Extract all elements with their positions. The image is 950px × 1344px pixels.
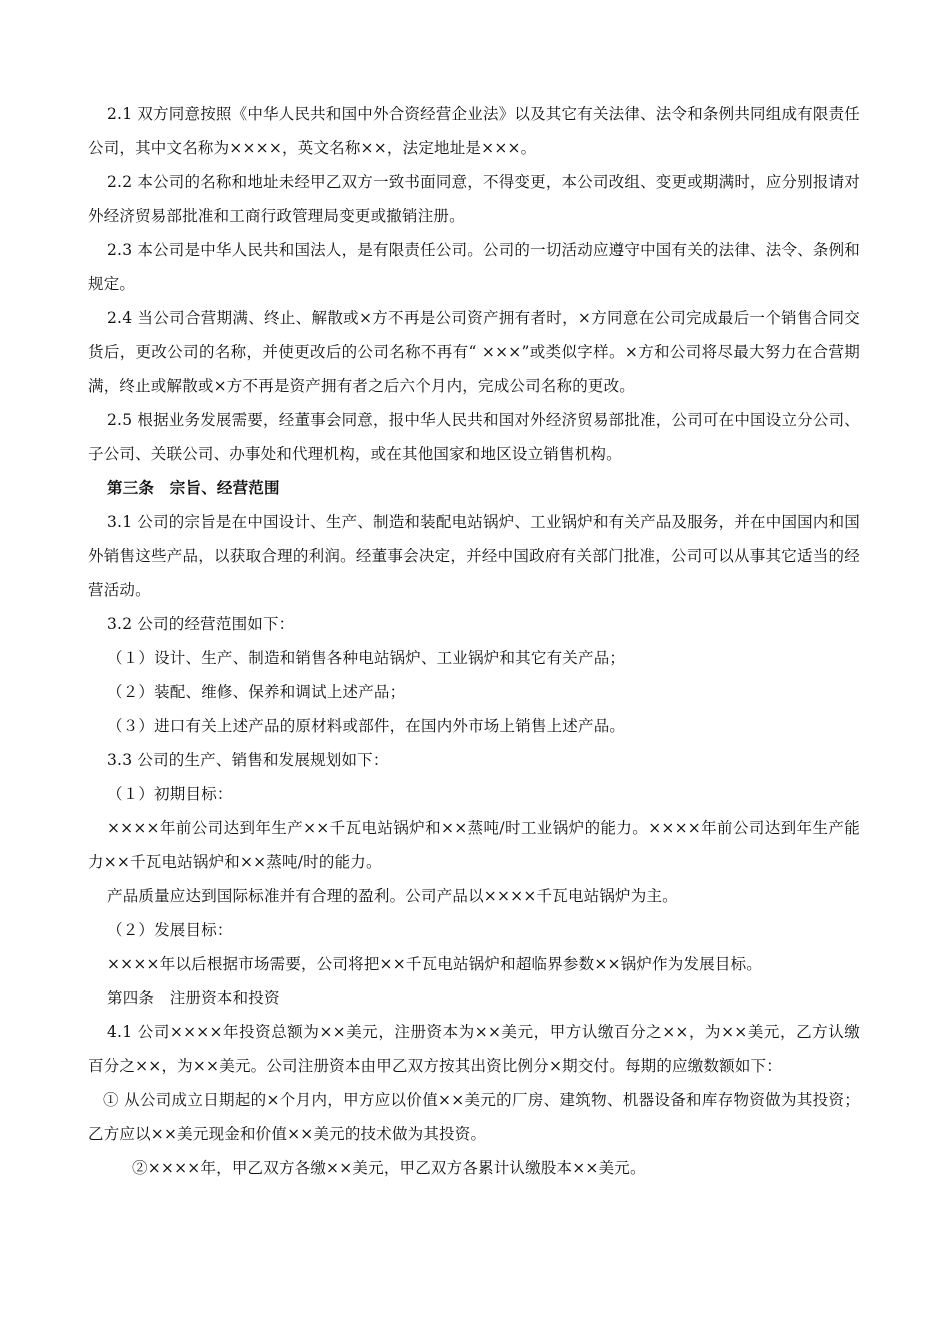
plan-initial-text-1: ××××年前公司达到年生产××千瓦电站锅炉和××蒸吨/时工业锅炉的能力。××××年前公司达到年生产能力××千瓦电站锅炉和××蒸吨/时的能力。 — [88, 819, 860, 871]
document-body — [88, 97, 860, 1185]
scope-item-3: （３）进口有关上述产品的原材料或部件，在国内外市场上销售上述产品。 — [107, 717, 626, 735]
plan-initial-text-2: 产品质量应达到国际标准并有合理的盈利。公司产品以××××千瓦电站锅炉为主。 — [107, 887, 678, 905]
payment-item-1: ① 从公司成立日期起的×个月内，甲方应以价值××美元的厂房、建筑物、机器设备和库存物资做为其投资；乙方应以××美元现金和价值××美元的技术做为其投资。 — [88, 1091, 860, 1143]
clause-4-1: 4.1 公司××××年投资总额为××美元，注册资本为××美元，甲方认缴百分之××，为××美元，乙方认缴百分之××，为××美元。公司注册资本由甲乙双方按其出资比例分×期交付。每期的应缴数额如下： — [88, 1023, 860, 1075]
scope-item-2: （２）装配、维修、保养和调试上述产品； — [107, 683, 406, 701]
clause-2-2: 2.2 本公司的名称和地址未经甲乙双方一致书面同意，不得变更，本公司改组、变更或期满时，应分别报请对外经济贸易部批准和工商行政管理局变更或撤销注册。 — [88, 173, 860, 225]
clause-2-5: 2.5 根据业务发展需要，经董事会同意，报中华人民共和国对外经济贸易部批准，公司可在中国设立分公司、子公司、关联公司、办事处和代理机构，或在其他国家和地区设立销售机构。 — [88, 411, 860, 463]
article-4-heading: 第四条 注册资本和投资 — [107, 989, 280, 1007]
article-3-heading: 第三条 宗旨、经营范围 — [107, 478, 280, 497]
plan-development-text: ××××年以后根据市场需要，公司将把××千瓦电站锅炉和超临界参数××锅炉作为发展目标。 — [107, 955, 763, 973]
clause-3-1: 3.1 公司的宗旨是在中国设计、生产、制造和装配电站锅炉、工业锅炉和有关产品及服务，并在中国国内和国外销售这些产品，以获取合理的利润。经董事会决定，并经中国政府有关部门批准，公司可以从事其它适当的经营活动。 — [88, 513, 860, 599]
clause-3-2: 3.2 公司的经营范围如下： — [107, 615, 295, 633]
payment-item-2: ②××××年，甲乙双方各缴××美元，甲乙双方各累计认缴股本××美元。 — [132, 1159, 646, 1177]
plan-item-development: （２）发展目标： — [107, 921, 233, 939]
clause-2-1: 2.1 双方同意按照《中华人民共和国中外合资经营企业法》以及其它有关法律、法令和条例共同组成有限责任公司，其中文名称为××××，英文名称××，法定地址是×××。 — [88, 105, 860, 157]
scope-item-1: （１）设计、生产、制造和销售各种电站锅炉、工业锅炉和其它有关产品； — [107, 649, 626, 667]
clause-3-3: 3.3 公司的生产、销售和发展规划如下： — [107, 751, 389, 769]
clause-2-3: 2.3 本公司是中华人民共和国法人，是有限责任公司。公司的一切活动应遵守中国有关的法律、法令、条例和规定。 — [88, 241, 860, 293]
clause-2-4: 2.4 当公司合营期满、终止、解散或×方不再是公司资产拥有者时，×方同意在公司完成最后一个销售合同交货后，更改公司的名称，并使更改后的公司名称不再有“ ×××”或类似字样。×方和公司将尽最大努力在合营期满，终止或解散或×方不再是资产拥有者之后六个月内，完成公司名称的更改。 — [88, 309, 860, 395]
plan-item-initial: （１）初期目标： — [107, 785, 233, 803]
